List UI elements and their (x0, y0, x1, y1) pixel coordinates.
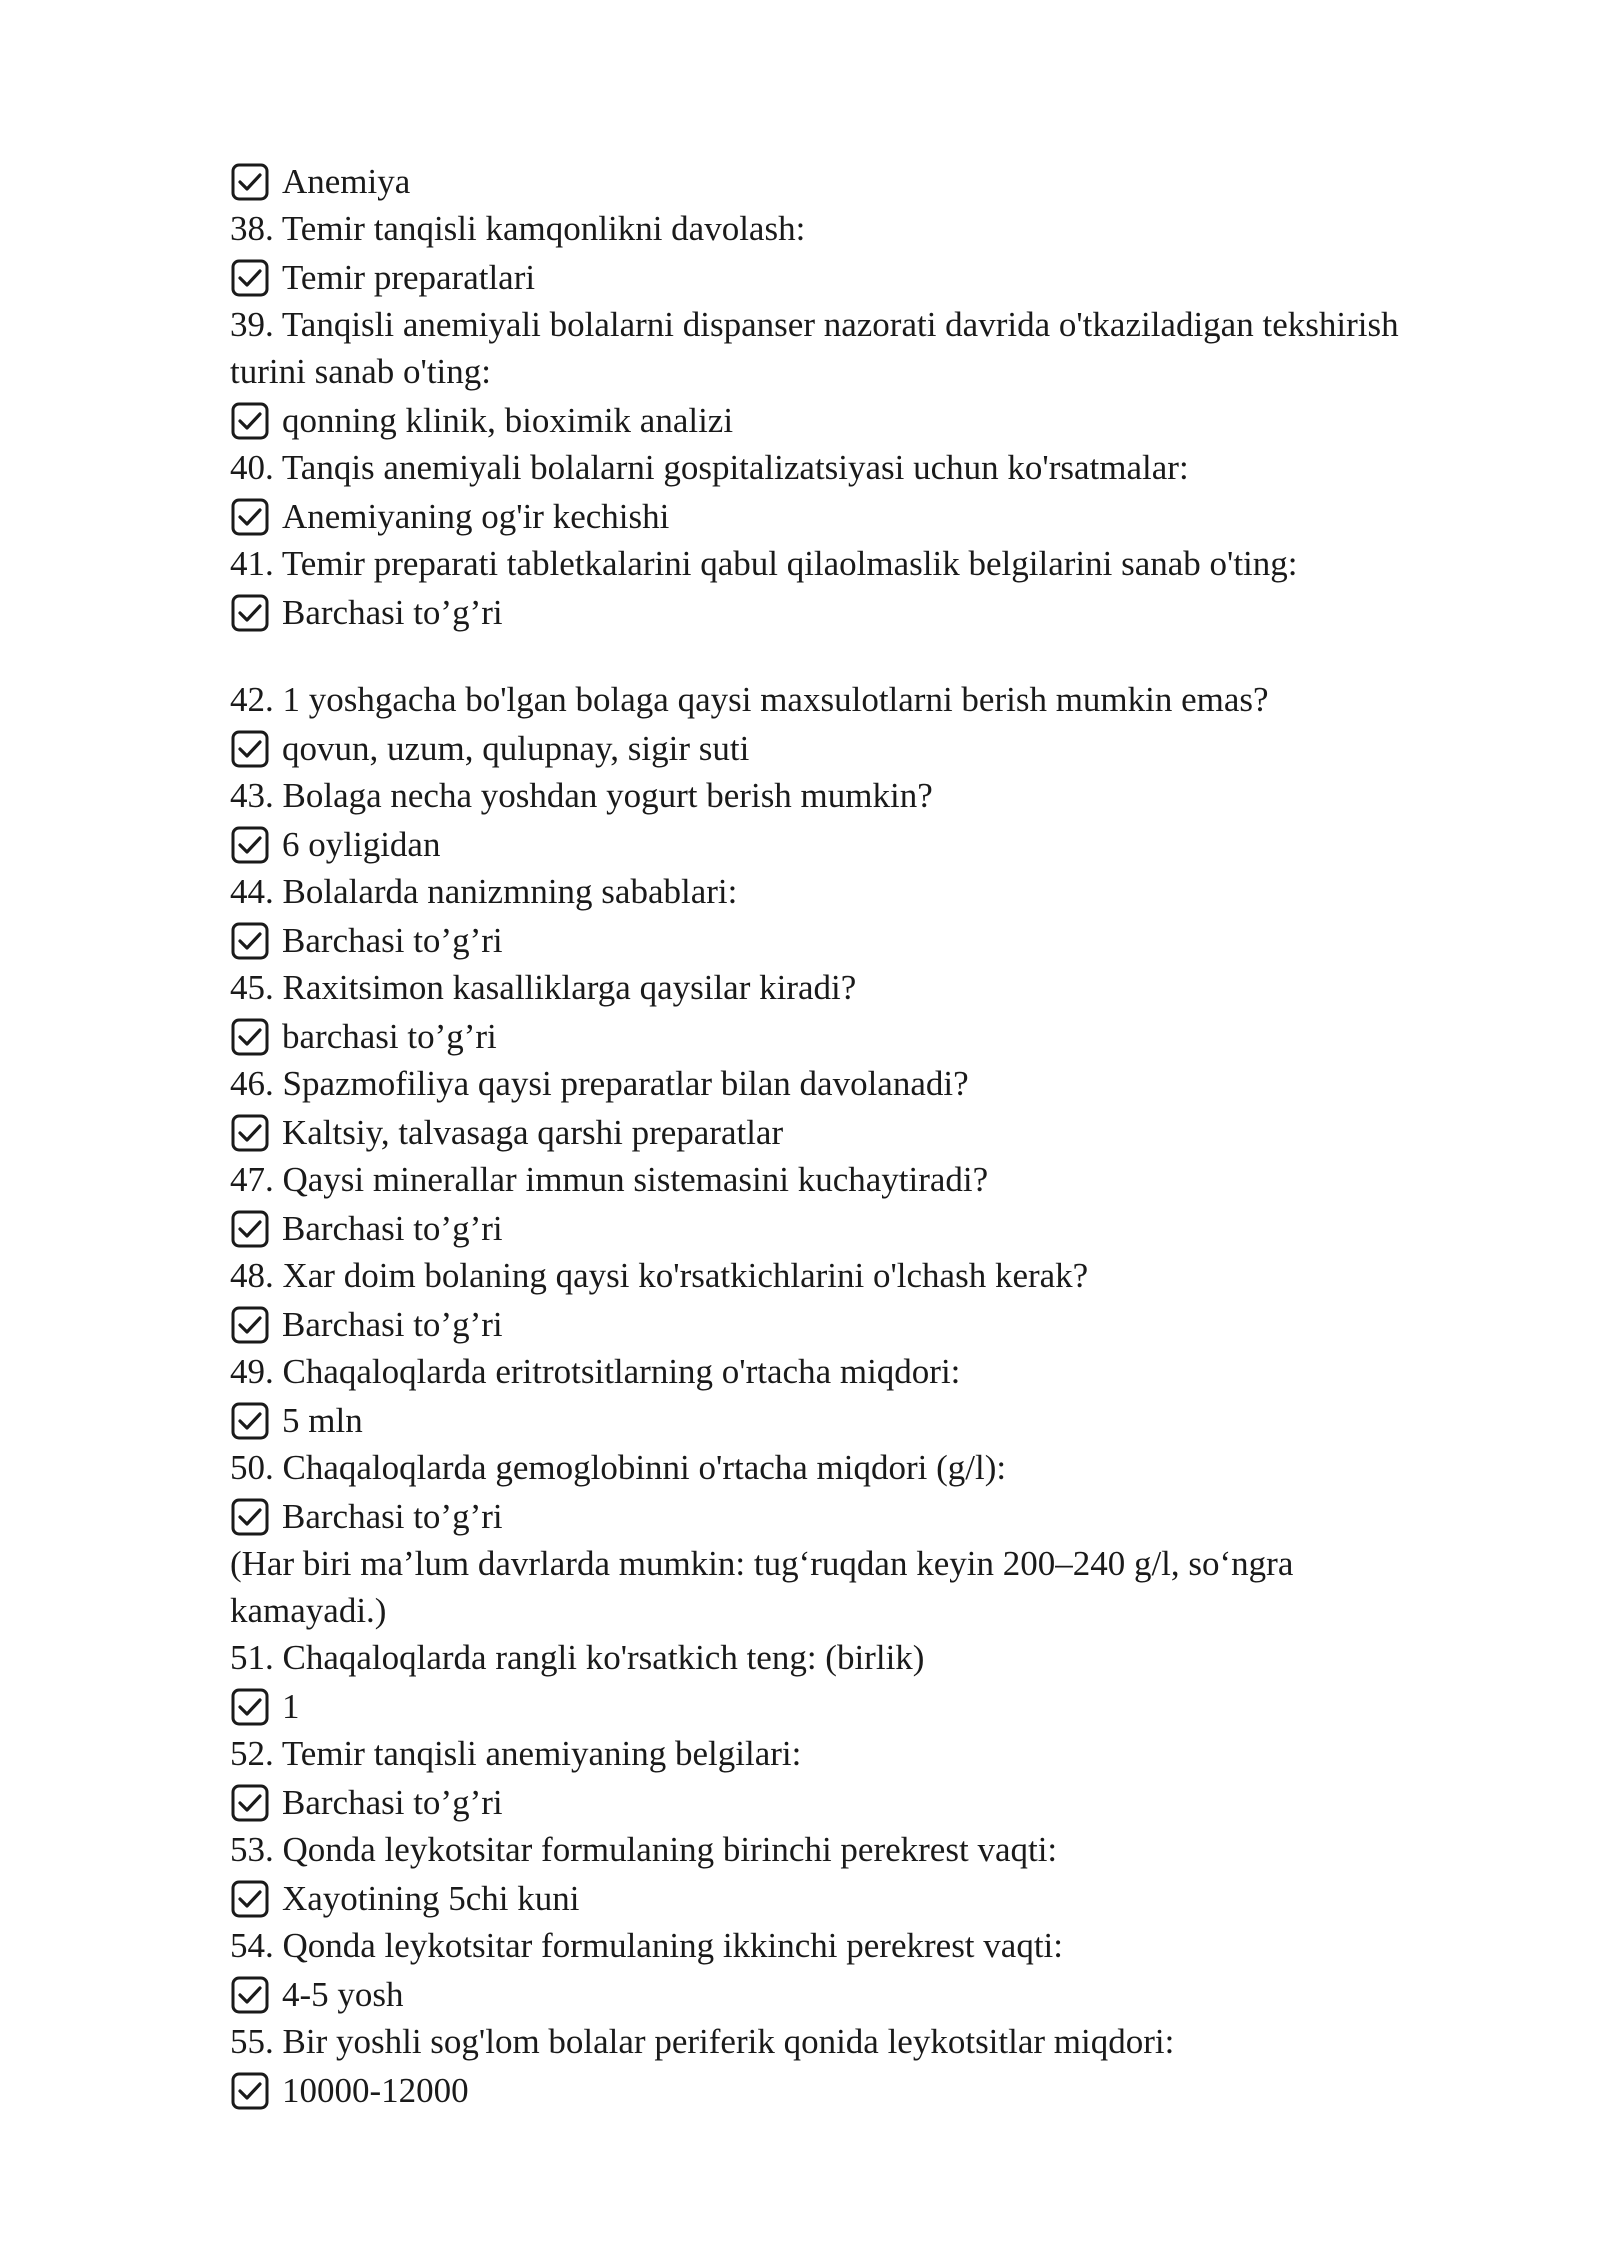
answer-text: Anemiyaning og'ir kechishi (282, 497, 670, 536)
question-text: 38. Temir tanqisli kamqonlikni davolash: (230, 209, 806, 248)
answer-row (230, 917, 1410, 964)
answer-text: Barchasi to’g’ri (282, 593, 503, 632)
answer-text: Barchasi to’g’ri (282, 921, 503, 960)
question-text: 52. Temir tanqisli anemiyaning belgilari: (230, 1734, 802, 1773)
question-text: 44. Bolalarda nanizmning sabablari: (230, 872, 738, 911)
checkbox-checked-icon (230, 162, 270, 202)
answer-row (230, 1971, 1410, 2018)
answer-row (230, 254, 1410, 301)
answer-text: 1 (282, 1687, 300, 1726)
answer-text: Xayotining 5chi kuni (282, 1879, 580, 1918)
checkbox-checked-icon (230, 497, 270, 537)
question-text: 50. Chaqaloqlarda gemoglobinni o'rtacha miqdori (g/l): (230, 1448, 1007, 1487)
answer-row (230, 2067, 1410, 2114)
checkbox-checked-icon (230, 258, 270, 298)
answer-row (230, 1779, 1410, 1826)
answer-row (230, 821, 1410, 868)
question-text: 48. Xar doim bolaning qaysi ko'rsatkichlarini o'lchash kerak? (230, 1256, 1089, 1295)
answer-row (230, 493, 1410, 540)
question-text: 42. 1 yoshgacha bo'lgan bolaga qaysi maxsulotlarni berish mumkin emas? (230, 680, 1269, 719)
checkbox-checked-icon (230, 593, 270, 633)
question-text: 39. Tanqisli anemiyali bolalarni dispanser nazorati davrida o'tkaziladigan tekshirish turini sanab o'ting: (230, 305, 1399, 391)
question-text: 41. Temir preparati tabletkalarini qabul qilaolmaslik belgilarini sanab o'ting: (230, 544, 1298, 583)
answer-row (230, 397, 1410, 444)
question-text: 54. Qonda leykotsitar formulaning ikkinchi perekrest vaqti: (230, 1926, 1063, 1965)
checkbox-checked-icon (230, 401, 270, 441)
checkbox-checked-icon (230, 1687, 270, 1727)
question-text: 46. Spazmofiliya qaysi preparatlar bilan davolanadi? (230, 1064, 969, 1103)
checkbox-checked-icon (230, 1783, 270, 1823)
question-text: 55. Bir yoshli sog'lom bolalar periferik qonida leykotsitlar miqdori: (230, 2022, 1175, 2061)
answer-text: qovun, uzum, qulupnay, sigir suti (282, 729, 750, 768)
question-text: 47. Qaysi minerallar immun sistemasini kuchaytiradi? (230, 1160, 989, 1199)
answer-row (230, 1013, 1410, 1060)
document-page (230, 156, 1410, 2114)
checkbox-checked-icon (230, 825, 270, 865)
checkbox-checked-icon (230, 921, 270, 961)
question-text: 53. Qonda leykotsitar formulaning birinchi perekrest vaqti: (230, 1830, 1058, 1869)
answer-note: (Har biri ma’lum davrlarda mumkin: tug‘ruqdan keyin 200–240 g/l, so‘ngra kamayadi.) (230, 1544, 1294, 1630)
answer-row (230, 1301, 1410, 1348)
answer-row (230, 1109, 1410, 1156)
checkbox-checked-icon (230, 1305, 270, 1345)
answer-text: Barchasi to’g’ri (282, 1305, 503, 1344)
question-text: 40. Tanqis anemiyali bolalarni gospitalizatsiyasi uchun ko'rsatmalar: (230, 448, 1189, 487)
answer-row (230, 589, 1410, 636)
answer-text: Barchasi to’g’ri (282, 1783, 503, 1822)
answer-text: Barchasi to’g’ri (282, 1209, 503, 1248)
answer-text: barchasi to’g’ri (282, 1017, 497, 1056)
checkbox-checked-icon (230, 1497, 270, 1537)
checkbox-checked-icon (230, 1017, 270, 1057)
answer-text: 10000-12000 (282, 2071, 469, 2110)
answer-row (230, 1683, 1410, 1730)
question-text: 43. Bolaga necha yoshdan yogurt berish mumkin? (230, 776, 933, 815)
answer-row (230, 1397, 1410, 1444)
answer-row (230, 158, 1410, 205)
answer-text: Temir preparatlari (282, 258, 536, 297)
checkbox-checked-icon (230, 1879, 270, 1919)
answer-text: qonning klinik, bioximik analizi (282, 401, 734, 440)
question-text: 51. Chaqaloqlarda rangli ko'rsatkich teng: (birlik) (230, 1638, 925, 1677)
question-text: 49. Chaqaloqlarda eritrotsitlarning o'rtacha miqdori: (230, 1352, 961, 1391)
blank-gap (230, 636, 1410, 676)
checkbox-checked-icon (230, 1401, 270, 1441)
question-text: 45. Raxitsimon kasalliklarga qaysilar kiradi? (230, 968, 857, 1007)
checkbox-checked-icon (230, 1209, 270, 1249)
answer-text: Barchasi to’g’ri (282, 1497, 503, 1536)
answer-row (230, 1493, 1410, 1540)
answer-row (230, 725, 1410, 772)
checkbox-checked-icon (230, 1975, 270, 2015)
answer-text: 5 mln (282, 1401, 363, 1440)
checkbox-checked-icon (230, 1113, 270, 1153)
checkbox-checked-icon (230, 729, 270, 769)
answer-text: Kaltsiy, talvasaga qarshi preparatlar (282, 1113, 784, 1152)
answer-row (230, 1205, 1410, 1252)
answer-row (230, 1875, 1410, 1922)
answer-text: Anemiya (282, 162, 411, 201)
checkbox-checked-icon (230, 2071, 270, 2111)
answer-text: 6 oyligidan (282, 825, 441, 864)
answer-text: 4-5 yosh (282, 1975, 404, 2014)
